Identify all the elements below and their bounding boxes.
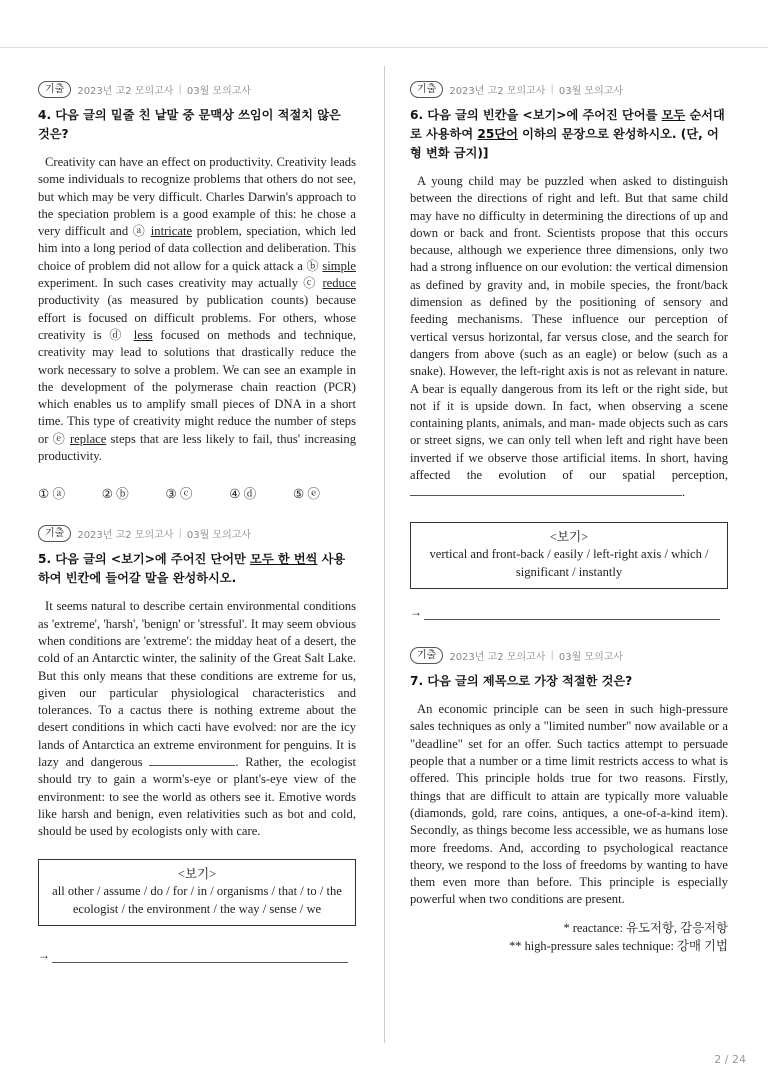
- exam-month: 03월 모의고사: [558, 85, 624, 97]
- footnote: ** high-pressure sales technique: 강매 기법: [509, 938, 728, 953]
- passage-text: An economic principle can be seen in such high-pressure sales techniques as only a "limited number" now available or a "deadline" set for an offer. Such tactics attempt to persuade people that a number or a time limit restricts access to what is offered. This principle holds true for two reasons. Firstly, things that are difficult to attain are typically more valuable (diamonds, gold, rare coins, antiques, a one-of-a-kind item). Secondly, as things become less accessible, we as humans lose more freedoms. And, according to psychological reactance theory, we respond to the loss of freedoms by wanting to have them even more than before. This principle is especially powerful when two conditions are present.: [410, 702, 728, 907]
- underlined-emphasis: 25단어: [477, 127, 518, 141]
- answer-underline: [52, 952, 348, 963]
- passage-text: It seems natural to describe certain environmental conditions as 'extreme', 'harsh', 'benign' or 'stressful'. It may seem obvious when conditions are 'extreme': the midday heat of a desert, the cold of an Antarctic winter, the salinity of the Great Salt Lake. But this only means that these conditions are extreme for us, given our particular physiological characteristics and tolerances. To a cactus there is nothing extreme about the desert conditions in which cacti have evolved: nor are the icy lands of Antarctica an extreme environment for penguins. It is lazy and dangerous: [38, 599, 356, 770]
- choice-5[interactable]: ⑤ ⓔ: [292, 487, 320, 502]
- question-meta: [410, 80, 728, 98]
- marker-c: ⓒ: [303, 276, 318, 291]
- footnote: * reactance: 유도저항, 감응저항: [563, 920, 728, 935]
- question-4: [38, 80, 356, 502]
- exam-year: 2023년 고2 모의고사: [449, 85, 546, 97]
- question-title-text: 4. 다음 글의 밑줄 친 낱말 중 문맥상 쓰임이 적절치 않은 것은?: [38, 108, 341, 141]
- exam-badge: 기출: [410, 81, 443, 98]
- question-meta: [38, 80, 356, 98]
- question-6: [410, 80, 728, 620]
- choice-2[interactable]: ② ⓑ: [101, 487, 129, 502]
- passage: [38, 598, 356, 840]
- passage: [38, 154, 356, 465]
- word-box-title: <보기>: [177, 866, 217, 881]
- exam-badge: 기출: [38, 81, 71, 98]
- blank: [149, 755, 235, 766]
- question-5: [38, 524, 356, 963]
- underlined-word: replace: [69, 431, 107, 446]
- exam-badge: 기출: [38, 525, 71, 542]
- exam-month: 03월 모의고사: [186, 85, 252, 97]
- word-box-title: <보기>: [549, 529, 589, 544]
- exam-year: 2023년 고2 모의고사: [77, 85, 174, 97]
- underlined-word: intricate: [150, 224, 193, 239]
- question-title-text: 5. 다음 글의 <보기>에 주어진 단어만: [38, 552, 251, 567]
- column-divider: [384, 66, 385, 1043]
- question-title-text: 7. 다음 글의 제목으로 가장 적절한 것은?: [410, 674, 633, 689]
- marker-e: ⓔ: [52, 431, 66, 446]
- passage-text: .: [682, 485, 686, 500]
- page-number: 2 / 24: [714, 1053, 746, 1066]
- meta-separator: |: [178, 527, 182, 539]
- word-box-words: vertical and front-back / easily / left-right axis / which / significant / instantly: [429, 547, 709, 579]
- answer-choices: [38, 483, 320, 502]
- footnotes: [410, 919, 728, 955]
- choice-1[interactable]: ① ⓐ: [38, 487, 66, 502]
- answer-underline: [424, 609, 720, 620]
- passage-text: problem, speciation, which led him into a long period of data collection and deliberation. This choice of problem did not allow for a quick attack a: [38, 224, 356, 273]
- exam-year: 2023년 고2 모의고사: [77, 529, 174, 541]
- question-title-text: 순서대로 사용하여: [410, 108, 725, 141]
- marker-a: ⓐ: [132, 224, 147, 239]
- passage-text: . Rather, the ecologist should try to gain a worm's-eye or plant's-eye view of the environment: to see the world as others see it. Emotive words like harsh and benign, even relativities such as bot and cold, should be used by ecologists only with care.: [38, 755, 356, 839]
- choice-3[interactable]: ③ ⓒ: [165, 487, 193, 502]
- header-rule: [0, 47, 768, 48]
- arrow-icon: →: [38, 948, 50, 962]
- question-title: [410, 672, 728, 691]
- passage: [410, 173, 728, 502]
- right-column: [410, 80, 728, 955]
- exam-month: 03월 모의고사: [186, 529, 252, 541]
- question-title-text: 이하의 문장으로 완성하시오. (단, 어형 변화 금지)]: [410, 127, 719, 160]
- underlined-emphasis: 모두: [661, 108, 686, 122]
- passage: [410, 701, 728, 909]
- passage-text: experiment. In such cases creativity may actually: [38, 276, 304, 291]
- exam-year: 2023년 고2 모의고사: [449, 651, 546, 663]
- passage-text: A young child may be puzzled when asked to distinguish between the directions of right and left. But that same child may have no difficulty in determining the directions of up and down or back and front. Scientists propose that this occurs because, although we experience three dimensions, only two had a strong influence on our evolution: the vertical dimension as defined by gravity and, in mobile species, the front/back dimension as defined by the positioning of sensory and feeding mechanisms. These influence our perception of vertical versus horizontal, far versus close, and the search for dangers from above (such as an eagle) or below (such as a snake). However, the left-right axis is not as relevant in nature. A bear is equally dangerous from its left or the right side, but not if it is upside down. In fact, when observing a scene containing plants, animals, and man- made objects such as cars or street signs, we can only tell when left and right have been inverted if we observe those artificial items. In short, having affected the evolution of our spatial perception,: [410, 174, 728, 483]
- underlined-word: reduce: [322, 276, 356, 291]
- question-meta: [38, 524, 356, 542]
- question-title-text: 사용하여 빈칸에 들어갈 말을 완성하시오.: [38, 552, 346, 586]
- word-box: [410, 522, 728, 590]
- answer-line[interactable]: [38, 948, 356, 963]
- question-title: [410, 106, 728, 163]
- underlined-word: less: [133, 327, 153, 342]
- arrow-icon: →: [410, 605, 422, 620]
- meta-separator: |: [550, 649, 554, 661]
- underlined-word: simple: [322, 258, 356, 273]
- word-box: [38, 859, 356, 927]
- passage-text: productivity (as measured by publication counts) because effort is focused on difficult problems. For others, whose creativity is: [38, 293, 356, 342]
- question-7: [410, 646, 728, 955]
- meta-separator: |: [550, 83, 554, 95]
- passage-text: Creativity can have an effect on productivity. Creativity leads some individuals to recognize problems that others do not see, but which may be very difficult. Charles Darwin's approach to the speciation problem is a good example of this: he chose a very difficult and: [38, 155, 356, 239]
- question-meta: [410, 646, 728, 664]
- question-title-text: 6. 다음 글의 빈칸을 <보기>에 주어진 단어를: [410, 108, 662, 122]
- question-title: [38, 550, 356, 588]
- exam-badge: 기출: [410, 647, 443, 664]
- question-title: [38, 106, 356, 144]
- meta-separator: |: [178, 83, 182, 95]
- passage-text: steps that are less likely to fail, thus' increasing productivity.: [38, 431, 356, 464]
- left-column: [38, 80, 356, 963]
- word-box-words: all other / assume / do / for / in / organisms / that / to / the ecologist / the environment / the way / sense / we: [52, 884, 342, 916]
- answer-line[interactable]: [410, 605, 728, 620]
- choice-4[interactable]: ④ ⓓ: [229, 487, 257, 502]
- underlined-emphasis: 모두 한 번씩: [250, 552, 318, 567]
- passage-text: focused on methods and technique, creativity may lead to solutions that drastically reduce the work necessary to solve a problem. We can see an example in the development of the polymerase chain reaction (PCR) which enables us to amplify small pieces of DNA in a short time. This type of creativity might reduce the number of steps or: [38, 327, 357, 446]
- marker-b: ⓑ: [306, 258, 319, 273]
- exam-month: 03월 모의고사: [558, 651, 624, 663]
- marker-d: ⓓ: [109, 327, 127, 342]
- blank: [410, 485, 682, 496]
